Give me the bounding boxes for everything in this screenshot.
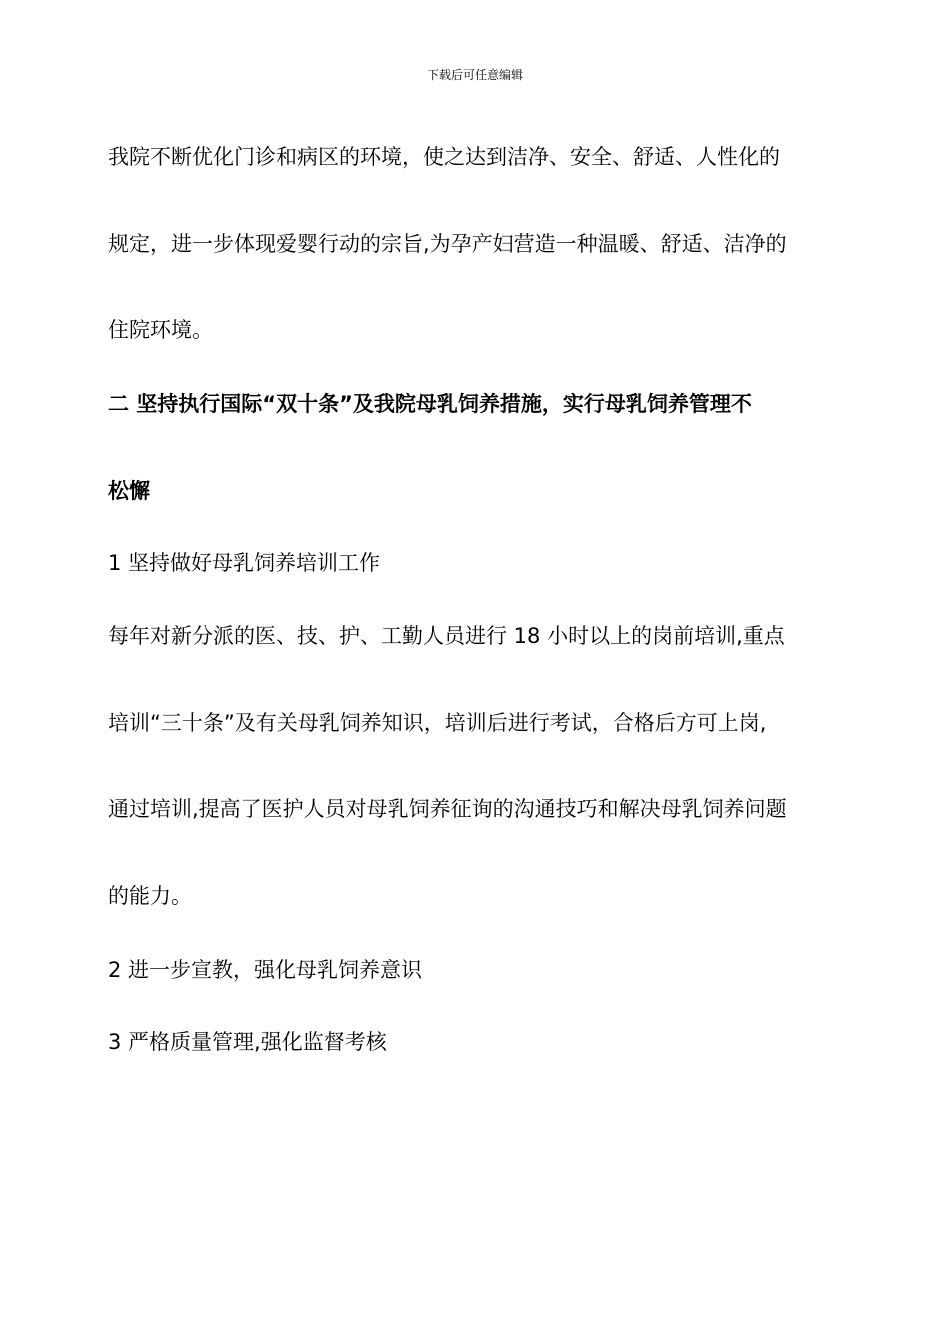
subheading-item: 3 严格质量管理,强化监督考核: [108, 1030, 387, 1054]
section-heading: 二 坚持执行国际“双十条”及我院母乳饲养措施，实行母乳饲养管理不: [108, 392, 752, 416]
paragraph-line: 住院环境。: [108, 318, 213, 342]
section-heading: 松懈: [108, 479, 150, 503]
subheading-item: 1 坚持做好母乳饲养培训工作: [108, 551, 381, 575]
paragraph-line: 每年对新分派的医、技、护、工勤人员进行 18 小时以上的岗前培训,重点: [108, 624, 785, 648]
subheading-item: 2 进一步宣教，强化母乳饲养意识: [108, 958, 423, 982]
paragraph-line: 规定，进一步体现爱婴行动的宗旨,为孕产妇营造一种温暖、舒适、洁净的: [108, 232, 787, 256]
paragraph-line: 通过培训,提高了医护人员对母乳饲养征询的沟通技巧和解决母乳饲养问题: [108, 797, 787, 821]
page-header: 下载后可任意编辑: [426, 68, 523, 82]
paragraph-line: 我院不断优化门诊和病区的环境，使之达到洁净、安全、舒适、人性化的: [108, 145, 780, 169]
paragraph-line: 培训“三十条”及有关母乳饲养知识，培训后进行考试，合格后方可上岗,: [108, 711, 767, 735]
paragraph-line: 的能力。: [108, 884, 192, 908]
